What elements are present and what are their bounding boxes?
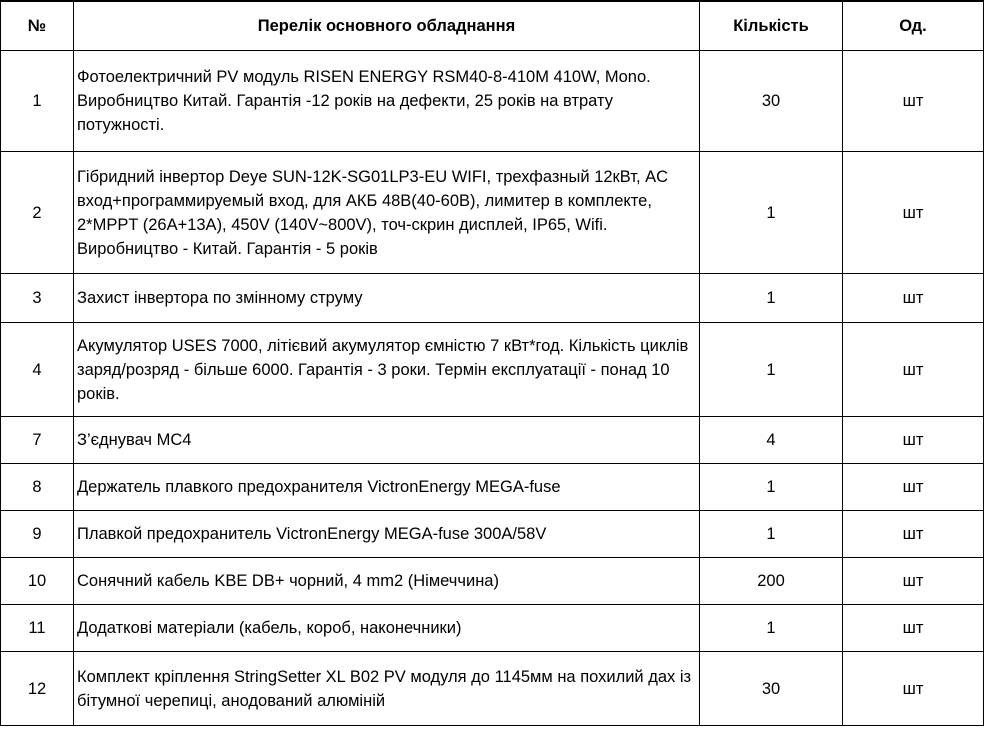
row-qty: 30 xyxy=(700,652,843,726)
row-unit: шт xyxy=(843,274,984,323)
row-num: 9 xyxy=(1,511,74,558)
table-row xyxy=(1,652,984,726)
table-row xyxy=(1,417,984,464)
row-name: Сонячний кабель KBE DB+ чорний, 4 mm2 (Німеччина) xyxy=(74,558,700,605)
row-qty: 1 xyxy=(700,464,843,511)
table-row xyxy=(1,605,984,652)
row-qty: 1 xyxy=(700,274,843,323)
row-num: 8 xyxy=(1,464,74,511)
header-num: № xyxy=(1,1,74,51)
row-unit: шт xyxy=(843,558,984,605)
row-unit: шт xyxy=(843,51,984,152)
row-qty: 30 xyxy=(700,51,843,152)
row-unit: шт xyxy=(843,417,984,464)
row-num: 2 xyxy=(1,152,74,274)
row-name: Комплект кріплення StringSetter XL B02 PV модуля до 1145мм на похилий дах із бітумної черепиці, анодований алюміній xyxy=(74,652,700,726)
row-unit: шт xyxy=(843,511,984,558)
table-row xyxy=(1,511,984,558)
table-row xyxy=(1,464,984,511)
row-name: Держатель плавкого предохранителя VictronEnergy MEGA-fuse xyxy=(74,464,700,511)
header-row xyxy=(1,1,984,51)
row-qty: 1 xyxy=(700,152,843,274)
row-qty: 1 xyxy=(700,605,843,652)
row-unit: шт xyxy=(843,652,984,726)
row-name: Акумулятор USES 7000, літієвий акумулятор ємністю 7 кВт*год. Кількість циклів заряд/розряд - більше 6000. Гарантія - 3 роки. Термін експлуатації - понад 10 років. xyxy=(74,323,700,417)
row-name: Гібридний інвертор Deye SUN-12K-SG01LP3-EU WIFI, трехфазный 12кВт, AC вход+программируемый вход, для АКБ 48В(40-60В), лимитер в комплекте, 2*MPPT (26A+13A), 450V (140V~800V), точ-скрин дисплей, IP65, Wifi. Виробництво - Китай. Гарантія - 5 років xyxy=(74,152,700,274)
row-qty: 1 xyxy=(700,323,843,417)
row-qty: 1 xyxy=(700,511,843,558)
row-unit: шт xyxy=(843,605,984,652)
table-row xyxy=(1,323,984,417)
row-unit: шт xyxy=(843,152,984,274)
row-name: Плавкой предохранитель VictronEnergy MEGA-fuse 300A/58V xyxy=(74,511,700,558)
row-unit: шт xyxy=(843,464,984,511)
row-unit: шт xyxy=(843,323,984,417)
table-row xyxy=(1,51,984,152)
row-qty: 200 xyxy=(700,558,843,605)
row-name: З’єднувач МС4 xyxy=(74,417,700,464)
row-name: Додаткові матеріали (кабель, короб, наконечники) xyxy=(74,605,700,652)
row-num: 1 xyxy=(1,51,74,152)
header-qty: Кількість xyxy=(700,1,843,51)
table-row xyxy=(1,558,984,605)
row-num: 3 xyxy=(1,274,74,323)
table-row xyxy=(1,152,984,274)
row-num: 4 xyxy=(1,323,74,417)
row-num: 10 xyxy=(1,558,74,605)
row-name: Фотоелектричний PV модуль RISEN ENERGY RSM40-8-410M 410W, Mono. Виробництво Китай. Гарантія -12 років на дефекти, 25 років на втрату потужності. xyxy=(74,51,700,152)
table-row xyxy=(1,274,984,323)
header-unit: Од. xyxy=(843,1,984,51)
row-qty: 4 xyxy=(700,417,843,464)
row-num: 7 xyxy=(1,417,74,464)
row-num: 12 xyxy=(1,652,74,726)
header-name: Перелік основного обладнання xyxy=(74,1,700,51)
row-name: Захист інвертора по змінному струму xyxy=(74,274,700,323)
row-num: 11 xyxy=(1,605,74,652)
